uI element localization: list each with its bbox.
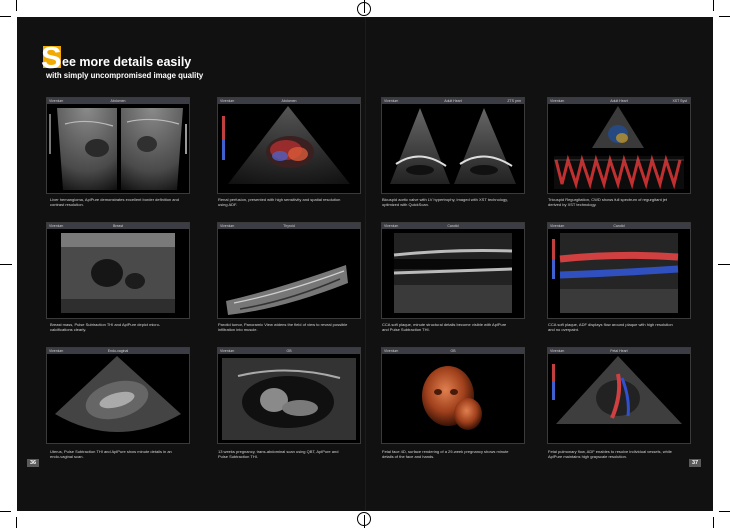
ultrasound-image-aortic-valve: Vivenium Adult Heart ZTS prm bbox=[381, 97, 525, 194]
caption-parotid: Parotid tumor, Panoramic View widens the field of view to reveal possible infiltration into muscle. bbox=[218, 322, 348, 333]
caption-cca-flow: CCA soft plaque, ADF displays flow around plaque with high resolution and no overpaint. bbox=[548, 322, 673, 333]
ultrasound-image-pregnancy: Vivenium OB bbox=[217, 347, 361, 444]
subheadline: with simply uncompromised image quality bbox=[46, 71, 204, 80]
ultrasound-image-tricuspid: Vivenium Adult Heart XST Syst bbox=[547, 97, 691, 194]
ultrasound-image-liver: Vivenium Abdomen bbox=[46, 97, 190, 194]
ultrasound-image-cca-plaque: Vivenium Carotid bbox=[381, 222, 525, 319]
page-fold bbox=[365, 17, 366, 511]
caption-cca-plaque: CCA soft plaque, minute structural details become visible with AplPure and Pulse Subtraction THI. bbox=[382, 322, 507, 333]
caption-renal: Renal perfusion, presented with high sensitivity and spatial resolution using ADF. bbox=[218, 197, 341, 208]
caption-aortic-valve: Bicuspid aortic valve with LV hypertrophy, imaged with XST technology, optimized with QuickScan. bbox=[382, 197, 508, 208]
caption-uterus: Uterus, Pulse Subtraction THI and AplPure show minute details in an endo-vaginal scan. bbox=[50, 449, 172, 460]
ultrasound-image-fetal-face: Vivenium OB bbox=[381, 347, 525, 444]
caption-pregnancy: 13 weeks pregnancy, trans-abdominal scan using QBT, AplPure and Pulse Subtraction THI. bbox=[218, 449, 339, 460]
headline: ee more details easily bbox=[62, 55, 192, 69]
brochure-spread bbox=[17, 17, 713, 511]
headline-initial: S bbox=[41, 40, 62, 75]
ultrasound-image-pulmonary-flow: Vivenium Fetal Heart bbox=[547, 347, 691, 444]
caption-tricuspid: Tricuspid Regurgitation, CWD shows full spectrum of regurgitant jet derived by XST technology. bbox=[548, 197, 668, 208]
ultrasound-image-cca-flow: Vivenium Carotid bbox=[547, 222, 691, 319]
caption-pulmonary-flow: Fetal pulmonary flow, ADF enables to resolve individual vessels, while AplPure maintains high grayscale resolution. bbox=[548, 449, 672, 460]
caption-fetal-face: Fetal face 4D, surface rendering of a 29-week pregnancy shows minute details of the face and hands. bbox=[382, 449, 509, 460]
caption-breast: Breast mass, Pulse Subtraction THI and AplPure depict micro-calcifications clearly. bbox=[50, 322, 161, 333]
page-number-right: 37 bbox=[689, 459, 701, 467]
ultrasound-image-uterus: Vivenium Endo-vaginal bbox=[46, 347, 190, 444]
ultrasound-image-parotid: Vivenium Thyroid bbox=[217, 222, 361, 319]
caption-liver: Liver hemangioma, AplPure demonstrates excellent border definition and contrast resolution. bbox=[50, 197, 179, 208]
page-number-left: 36 bbox=[27, 459, 39, 467]
ultrasound-image-breast: Vivenium Breast bbox=[46, 222, 190, 319]
ultrasound-image-renal: Vivenium Abdomen bbox=[217, 97, 361, 194]
